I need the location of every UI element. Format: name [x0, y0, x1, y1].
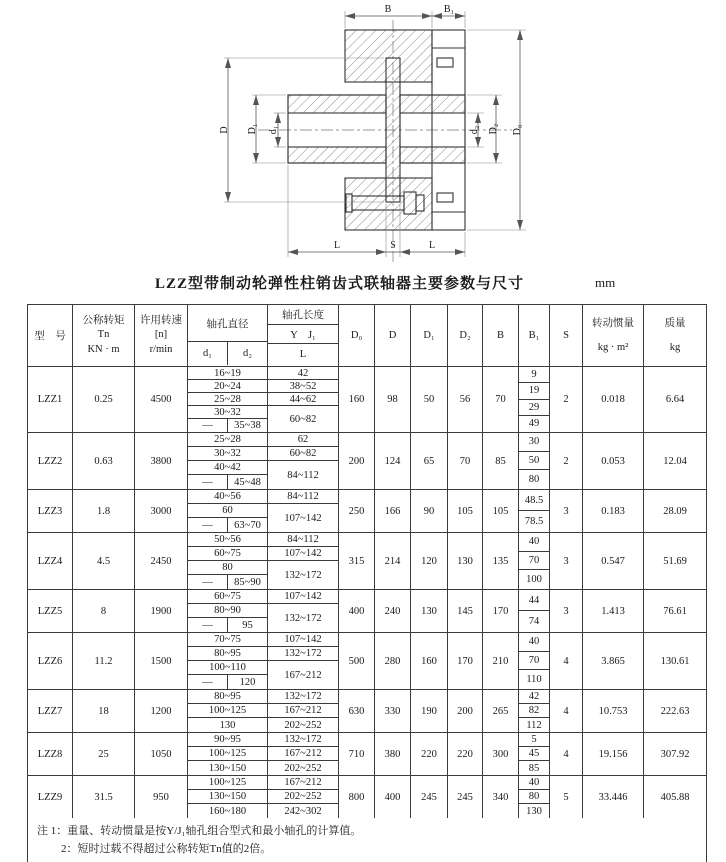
table-row-lzz6	[28, 633, 706, 690]
D2-cell: 170	[448, 633, 483, 689]
B1-cell: 45	[519, 747, 549, 761]
dim-label-l-right: L	[428, 240, 436, 251]
bore-cell: 25~28	[188, 393, 267, 406]
header-torque-line3: KN · m	[87, 343, 120, 355]
B-cell: 70	[483, 367, 519, 432]
B1-cell: 70	[519, 552, 549, 571]
D1-cell: 130	[411, 590, 448, 632]
B1-cell: 70	[519, 652, 549, 671]
table-row-lzz1	[28, 367, 706, 433]
mass-cell: 28.09	[663, 505, 687, 517]
B1-cell: 48.5	[519, 490, 549, 511]
torque-cell: 0.63	[73, 433, 135, 489]
D2-cell: 145	[448, 590, 483, 632]
inertia-cell: 0.183	[583, 490, 644, 532]
bore-cell: 60~75	[188, 590, 267, 604]
bore-diameter-column	[188, 490, 268, 532]
header-d2: d₂	[243, 348, 252, 359]
D0-cell: 250	[339, 490, 375, 532]
header-D: D	[375, 305, 411, 366]
S-cell: 5	[550, 776, 583, 818]
dim-label-d1-hub: D₁	[247, 123, 258, 135]
torque-cell: 31.5	[73, 776, 135, 818]
torque-cell: 4.5	[73, 533, 135, 589]
B1-cell: 40	[519, 533, 549, 552]
notes	[28, 818, 706, 862]
bore-d2-cell: 45~48	[234, 476, 261, 488]
mass-cell: 405.88	[660, 791, 690, 803]
D2-cell: 200	[448, 690, 483, 732]
note-line-1: 注 1：重量、转动惯量是按Y/J₁轴孔组合型式和最小轴孔的计算值。	[37, 825, 362, 837]
bore-cell: 130	[219, 719, 236, 731]
header-torque	[73, 305, 135, 366]
header-inertia-line2: kg · m²	[597, 341, 629, 353]
D-cell: 380	[375, 733, 411, 775]
length-cell: 107~142	[268, 547, 338, 561]
header-B: B	[483, 305, 519, 366]
bore-cell: 30~32	[188, 406, 267, 419]
D1-cell: 90	[411, 490, 448, 532]
B-cell: 105	[483, 490, 519, 532]
length-cell: 60~82	[268, 447, 338, 461]
B-cell: 300	[483, 733, 519, 775]
B1-cell: 49	[528, 418, 540, 430]
model-cell: LZZ1	[28, 367, 73, 432]
speed-cell: 4500	[135, 367, 188, 432]
header-mass-line2: kg	[669, 341, 681, 353]
D1-cell: 245	[411, 776, 448, 818]
bore-d1-cell: —	[188, 575, 228, 589]
B1-column	[519, 367, 550, 432]
B-cell: 210	[483, 633, 519, 689]
bore-length-column	[268, 690, 339, 732]
mass-cell: 222.63	[660, 705, 690, 717]
length-cell: 167~212	[268, 747, 338, 761]
bore-cell	[188, 618, 267, 632]
inertia-cell: 33.446	[583, 776, 644, 818]
B1-column	[519, 776, 550, 818]
bore-d1-cell: —	[188, 518, 228, 532]
model-cell: LZZ9	[28, 776, 73, 818]
bore-length-column	[268, 433, 339, 489]
B1-cell: 80	[519, 790, 549, 804]
torque-cell: 1.8	[73, 490, 135, 532]
bore-d2-cell: 85~90	[234, 576, 261, 588]
D-cell: 400	[375, 776, 411, 818]
B1-cell: 130	[526, 805, 542, 817]
torque-cell: 8	[73, 590, 135, 632]
B1-cell: 110	[526, 674, 542, 686]
B1-column	[519, 433, 550, 489]
D2-cell: 245	[448, 776, 483, 818]
model-cell: LZZ2	[28, 433, 73, 489]
D0-cell: 710	[339, 733, 375, 775]
bore-cell	[188, 518, 267, 532]
B1-cell: 40	[519, 633, 549, 652]
torque-cell: 0.25	[73, 367, 135, 432]
length-cell: 38~52	[268, 380, 338, 393]
D0-cell: 315	[339, 533, 375, 589]
D-cell: 98	[375, 367, 411, 432]
dim-label-d0-wheel: D₀	[512, 124, 523, 136]
B1-cell: 100	[526, 574, 542, 586]
dim-label-s-gap: S	[390, 240, 396, 251]
mass-cell: 76.61	[663, 605, 687, 617]
length-cell: 84~112	[268, 533, 338, 547]
inertia-cell: 10.753	[583, 690, 644, 732]
speed-cell: 2450	[135, 533, 188, 589]
bore-d1-cell: —	[188, 419, 228, 432]
bore-cell: 160~180	[208, 805, 247, 817]
length-cell: 202~252	[284, 719, 322, 731]
length-cell: 44~62	[268, 393, 338, 406]
length-cell: 132~172	[268, 690, 338, 704]
B-cell: 135	[483, 533, 519, 589]
B1-column	[519, 633, 550, 689]
length-cell: 132~172	[268, 647, 338, 661]
B-cell: 265	[483, 690, 519, 732]
model-cell: LZZ8	[28, 733, 73, 775]
bore-cell: 80	[188, 561, 267, 575]
length-cell: 242~302	[284, 805, 322, 817]
header-bore-diameter	[188, 305, 268, 366]
coupling-drawing	[0, 0, 726, 278]
S-cell: 4	[550, 690, 583, 732]
dim-right	[467, 30, 526, 230]
length-cell: 132~172	[284, 612, 322, 624]
header-D1: D₁	[411, 305, 448, 366]
bore-cell: 50~56	[188, 533, 267, 547]
D-cell: 280	[375, 633, 411, 689]
D0-cell: 200	[339, 433, 375, 489]
header-S: S	[550, 305, 583, 366]
length-cell: 132~172	[268, 733, 338, 747]
B1-cell: 42	[519, 690, 549, 704]
B-cell: 170	[483, 590, 519, 632]
header-D2: D₂	[448, 305, 483, 366]
dim-label-b: B	[384, 4, 392, 15]
header-speed-line2: [n]	[154, 329, 168, 341]
D1-cell: 120	[411, 533, 448, 589]
bore-cell: 40~42	[188, 461, 267, 475]
bore-d1-cell: —	[188, 675, 228, 689]
header-inertia	[583, 305, 644, 366]
speed-cell: 3800	[135, 433, 188, 489]
bore-diameter-column	[188, 690, 268, 732]
bore-cell: 80~90	[188, 604, 267, 618]
bore-diameter-column	[188, 633, 268, 689]
bore-cell: 30~32	[188, 447, 267, 461]
header-torque-line1: 公称转矩	[82, 315, 125, 327]
D0-cell: 500	[339, 633, 375, 689]
header-B1: B₁	[519, 305, 550, 366]
title-row	[0, 272, 726, 296]
flange-web	[386, 58, 400, 202]
S-cell: 3	[550, 533, 583, 589]
length-cell: 84~112	[287, 469, 319, 481]
D1-cell: 50	[411, 367, 448, 432]
inertia-cell: 1.413	[583, 590, 644, 632]
bore-diameter-column	[188, 590, 268, 632]
bore-cell: 80~95	[188, 690, 267, 704]
bore-cell: 60	[188, 504, 267, 518]
bore-cell	[188, 419, 267, 432]
inertia-cell: 3.865	[583, 633, 644, 689]
bore-length-column	[268, 776, 339, 818]
bore-length-column	[268, 733, 339, 775]
B1-cell: 82	[519, 704, 549, 718]
bore-d1-cell: —	[188, 618, 228, 632]
table-row-lzz9	[28, 776, 706, 818]
dim-label-b1: B₁	[443, 4, 455, 15]
header-d1: d₁	[188, 342, 228, 365]
B1-cell: 78.5	[524, 516, 544, 527]
length-cell: 84~112	[268, 490, 338, 504]
note-line-2: 2：短时过载不得超过公称转矩Tn值的2倍。	[61, 843, 272, 856]
dim-label-d2-bore: d₂	[469, 125, 480, 135]
speed-cell: 1200	[135, 690, 188, 732]
table-row-lzz4	[28, 533, 706, 590]
header-torque-line2: Tn	[97, 329, 110, 341]
B1-column	[519, 533, 550, 589]
bore-cell: 130~150	[188, 790, 267, 804]
header-speed-line3: r/min	[149, 343, 173, 355]
bore-cell: 70~75	[188, 633, 267, 647]
bore-diameter-column	[188, 733, 268, 775]
B1-column	[519, 690, 550, 732]
S-cell: 2	[550, 433, 583, 489]
model-cell: LZZ5	[28, 590, 73, 632]
D-cell: 166	[375, 490, 411, 532]
model-cell: LZZ6	[28, 633, 73, 689]
bore-cell	[188, 675, 267, 689]
D0-cell: 630	[339, 690, 375, 732]
table-body	[28, 367, 706, 818]
bore-diameter-column	[188, 776, 268, 818]
B1-cell: 44	[519, 590, 549, 611]
dim-label-d1-bore: d₁	[268, 125, 279, 135]
dim-label-d-flange: D	[219, 126, 230, 134]
B1-cell: 74	[528, 616, 540, 627]
bore-cell	[188, 475, 267, 489]
speed-cell: 1500	[135, 633, 188, 689]
spec-table	[27, 304, 707, 862]
bore-d2-cell: 35~38	[234, 420, 261, 431]
bore-cell: 25~28	[188, 433, 267, 447]
inertia-cell: 0.053	[583, 433, 644, 489]
B1-column	[519, 733, 550, 775]
D1-cell: 65	[411, 433, 448, 489]
length-cell: 167~212	[268, 704, 338, 718]
length-cell: 132~172	[284, 569, 322, 581]
unit-label: mm	[595, 275, 616, 290]
header-mass-line1: 质量	[664, 317, 686, 329]
length-cell: 202~252	[284, 762, 322, 774]
header-model: 型 号	[28, 305, 73, 366]
torque-cell: 25	[73, 733, 135, 775]
D-cell: 330	[375, 690, 411, 732]
inertia-cell: 0.547	[583, 533, 644, 589]
D2-cell: 220	[448, 733, 483, 775]
page-title: LZZ型带制动轮弹性柱销齿式联轴器主要参数与尺寸	[155, 276, 525, 292]
bore-cell: 20~24	[188, 380, 267, 393]
header-yj1: Y J₁	[268, 325, 338, 344]
table-row-lzz8	[28, 733, 706, 776]
bore-cell: 80~95	[188, 647, 267, 661]
D0-cell: 400	[339, 590, 375, 632]
B1-cell: 29	[519, 400, 549, 416]
bore-diameter-column	[188, 533, 268, 589]
bore-length-column	[268, 633, 339, 689]
table-header	[28, 305, 706, 367]
D1-cell: 160	[411, 633, 448, 689]
model-cell: LZZ3	[28, 490, 73, 532]
bore-cell: 100~125	[188, 704, 267, 718]
D1-cell: 190	[411, 690, 448, 732]
bore-length-column	[268, 367, 339, 432]
S-cell: 3	[550, 490, 583, 532]
D2-cell: 56	[448, 367, 483, 432]
speed-cell: 1050	[135, 733, 188, 775]
length-cell: 202~252	[268, 790, 338, 804]
inertia-cell: 0.018	[583, 367, 644, 432]
model-cell: LZZ4	[28, 533, 73, 589]
header-bore-length	[268, 305, 339, 366]
bore-cell: 90~95	[188, 733, 267, 747]
bore-cell: 60~75	[188, 547, 267, 561]
length-cell: 167~212	[284, 669, 322, 681]
bore-length-column	[268, 533, 339, 589]
B1-column	[519, 490, 550, 532]
header-D0: D₀	[339, 305, 375, 366]
bore-diameter-column	[188, 433, 268, 489]
B1-cell: 50	[519, 452, 549, 471]
bore-cell: 40~56	[188, 490, 267, 504]
table-row-lzz2	[28, 433, 706, 490]
torque-cell: 11.2	[73, 633, 135, 689]
header-mass	[644, 305, 706, 366]
bore-d1-cell: —	[188, 475, 228, 489]
header-inertia-line1: 转动惯量	[592, 317, 634, 329]
D0-cell: 160	[339, 367, 375, 432]
mass-cell: 51.69	[663, 555, 687, 567]
bore-diameter-column	[188, 367, 268, 432]
header-L: L	[299, 349, 307, 360]
S-cell: 4	[550, 633, 583, 689]
torque-cell: 18	[73, 690, 135, 732]
speed-cell: 3000	[135, 490, 188, 532]
D0-cell: 800	[339, 776, 375, 818]
bore-cell	[188, 575, 267, 589]
D2-cell: 130	[448, 533, 483, 589]
B1-cell: 112	[526, 719, 542, 731]
bore-cell: 100~110	[188, 661, 267, 675]
table-row-lzz5	[28, 590, 706, 633]
B1-cell: 9	[519, 367, 549, 383]
header-speed	[135, 305, 188, 366]
length-cell: 62	[268, 433, 338, 447]
bore-length-column	[268, 590, 339, 632]
length-cell: 107~142	[268, 633, 338, 647]
length-cell: 107~142	[284, 512, 322, 524]
D2-cell: 105	[448, 490, 483, 532]
bore-length-column	[268, 490, 339, 532]
D-cell: 124	[375, 433, 411, 489]
D2-cell: 70	[448, 433, 483, 489]
mass-cell: 307.92	[660, 748, 690, 760]
hub-left	[288, 95, 386, 163]
mass-cell: 12.04	[663, 455, 687, 467]
inertia-cell: 19.156	[583, 733, 644, 775]
D-cell: 214	[375, 533, 411, 589]
bore-cell: 130~150	[208, 762, 247, 774]
bore-cell: 16~19	[188, 367, 267, 380]
speed-cell: 950	[135, 776, 188, 818]
mass-cell: 6.64	[665, 394, 685, 405]
length-cell: 167~212	[268, 776, 338, 790]
table-row-lzz3	[28, 490, 706, 533]
D1-cell: 220	[411, 733, 448, 775]
bore-cell: 100~125	[188, 747, 267, 761]
header-bore-length-label: 轴孔长度	[268, 305, 338, 325]
B1-column	[519, 590, 550, 632]
header-speed-line1: 许用转速	[140, 315, 182, 327]
bore-cell: 100~125	[188, 776, 267, 790]
mass-cell: 130.61	[660, 655, 690, 667]
speed-cell: 1900	[135, 590, 188, 632]
B1-cell: 5	[519, 733, 549, 747]
B1-cell: 19	[519, 383, 549, 399]
S-cell: 2	[550, 367, 583, 432]
table-row-lzz7	[28, 690, 706, 733]
bore-d2-cell: 63~70	[234, 519, 261, 531]
B-cell: 340	[483, 776, 519, 818]
dim-label-d2-hub: D₂	[488, 123, 499, 135]
header-bore-diameter-label: 轴孔直径	[188, 305, 267, 342]
B1-cell: 80	[528, 474, 540, 486]
dim-label-l-left: L	[333, 240, 341, 251]
length-cell: 42	[268, 367, 338, 380]
model-cell: LZZ7	[28, 690, 73, 732]
dim-b	[345, 4, 465, 28]
bore-d2-cell: 120	[239, 676, 256, 688]
D-cell: 240	[375, 590, 411, 632]
B1-cell: 85	[528, 762, 540, 774]
B1-cell: 30	[519, 433, 549, 452]
S-cell: 4	[550, 733, 583, 775]
S-cell: 3	[550, 590, 583, 632]
B-cell: 85	[483, 433, 519, 489]
length-cell: 60~82	[289, 413, 317, 425]
length-cell: 107~142	[268, 590, 338, 604]
bore-d2-cell: 95	[242, 619, 253, 631]
B1-cell: 40	[519, 776, 549, 790]
